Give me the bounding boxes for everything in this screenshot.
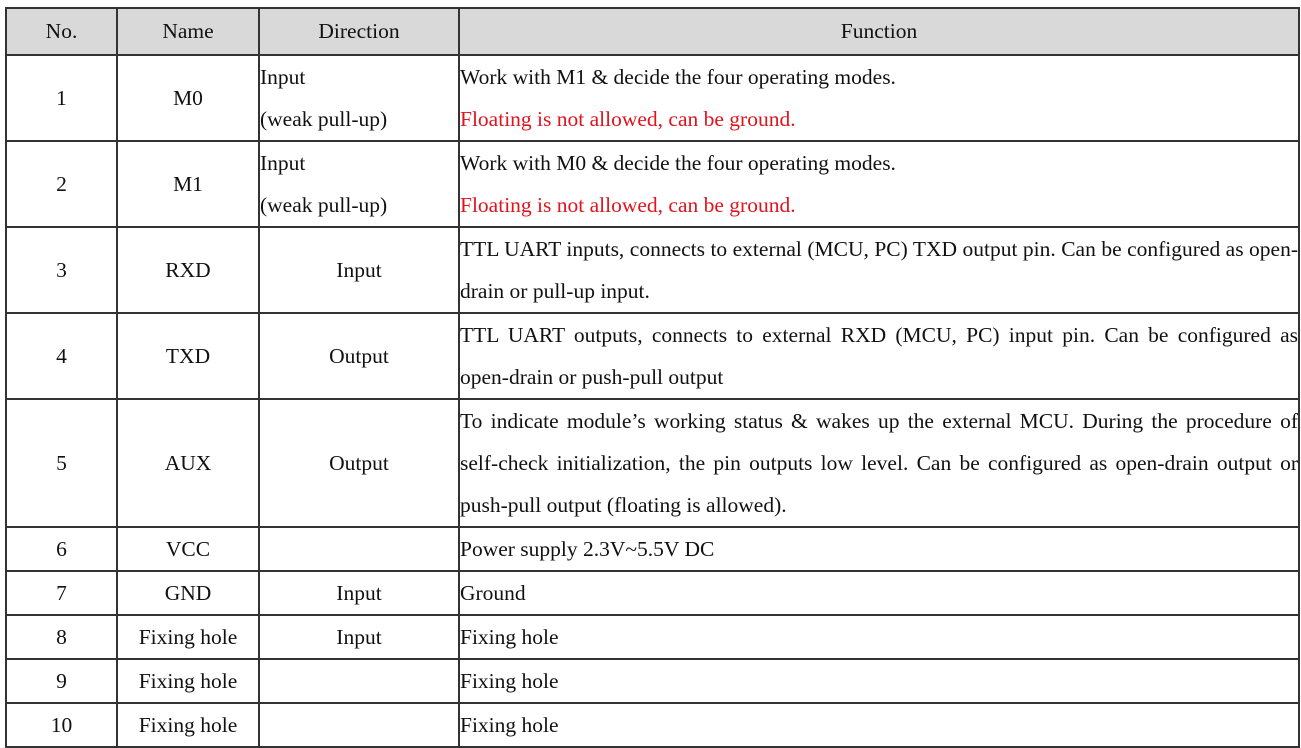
pin-function: Fixing hole bbox=[459, 703, 1299, 747]
pin-name: Fixing hole bbox=[117, 703, 259, 747]
warning-text: Floating is not allowed, can be ground. bbox=[460, 107, 796, 131]
pin-direction: Input bbox=[259, 571, 459, 615]
header-function: Function bbox=[459, 8, 1299, 55]
pin-number: 2 bbox=[6, 141, 117, 227]
table-row bbox=[6, 141, 1299, 227]
pin-number: 5 bbox=[6, 399, 117, 527]
pin-name: M1 bbox=[117, 141, 259, 227]
pin-function: Ground bbox=[459, 571, 1299, 615]
pin-name: RXD bbox=[117, 227, 259, 313]
table-row bbox=[6, 227, 1299, 313]
pin-function: Fixing hole bbox=[459, 659, 1299, 703]
pin-function: To indicate module’s working status & wakes up the external MCU. During the procedure of self-check initialization, the pin outputs low level. Can be configured as open-drain output or push-pull output (floating is allowed). bbox=[459, 399, 1299, 527]
header-name: Name bbox=[117, 8, 259, 55]
pin-function: Power supply 2.3V~5.5V DC bbox=[459, 527, 1299, 571]
pin-number: 10 bbox=[6, 703, 117, 747]
table-row bbox=[6, 571, 1299, 615]
pin-direction bbox=[259, 659, 459, 703]
pin-direction: Input (weak pull-up) bbox=[259, 55, 459, 141]
pin-definition-table bbox=[5, 7, 1300, 748]
pin-number: 9 bbox=[6, 659, 117, 703]
pin-direction: Input bbox=[259, 615, 459, 659]
table-row bbox=[6, 615, 1299, 659]
warning-text: Floating is not allowed, can be ground. bbox=[460, 193, 796, 217]
pin-function: Fixing hole bbox=[459, 615, 1299, 659]
pin-name: AUX bbox=[117, 399, 259, 527]
pin-function: Work with M0 & decide the four operating modes. Floating is not allowed, can be ground. bbox=[459, 141, 1299, 227]
header-direction: Direction bbox=[259, 8, 459, 55]
pin-name: M0 bbox=[117, 55, 259, 141]
pin-direction: Output bbox=[259, 399, 459, 527]
table-header-row bbox=[6, 8, 1299, 55]
pin-direction: Input (weak pull-up) bbox=[259, 141, 459, 227]
pin-direction bbox=[259, 703, 459, 747]
table-row bbox=[6, 55, 1299, 141]
pin-number: 1 bbox=[6, 55, 117, 141]
pin-number: 6 bbox=[6, 527, 117, 571]
table-row bbox=[6, 703, 1299, 747]
pin-name: GND bbox=[117, 571, 259, 615]
table-row bbox=[6, 399, 1299, 527]
pin-name: Fixing hole bbox=[117, 659, 259, 703]
pin-direction bbox=[259, 527, 459, 571]
header-no: No. bbox=[6, 8, 117, 55]
table-row bbox=[6, 313, 1299, 399]
pin-direction: Output bbox=[259, 313, 459, 399]
pin-name: VCC bbox=[117, 527, 259, 571]
pin-number: 8 bbox=[6, 615, 117, 659]
pin-function: Work with M1 & decide the four operating modes. Floating is not allowed, can be ground. bbox=[459, 55, 1299, 141]
pin-function: TTL UART inputs, connects to external (MCU, PC) TXD output pin. Can be configured as open-drain or pull-up input. bbox=[459, 227, 1299, 313]
pin-name: TXD bbox=[117, 313, 259, 399]
pin-number: 3 bbox=[6, 227, 117, 313]
pin-function: TTL UART outputs, connects to external RXD (MCU, PC) input pin. Can be configured as open-drain or push-pull output bbox=[459, 313, 1299, 399]
table-row bbox=[6, 527, 1299, 571]
pin-number: 4 bbox=[6, 313, 117, 399]
pin-name: Fixing hole bbox=[117, 615, 259, 659]
pin-number: 7 bbox=[6, 571, 117, 615]
pin-direction: Input bbox=[259, 227, 459, 313]
table-row bbox=[6, 659, 1299, 703]
